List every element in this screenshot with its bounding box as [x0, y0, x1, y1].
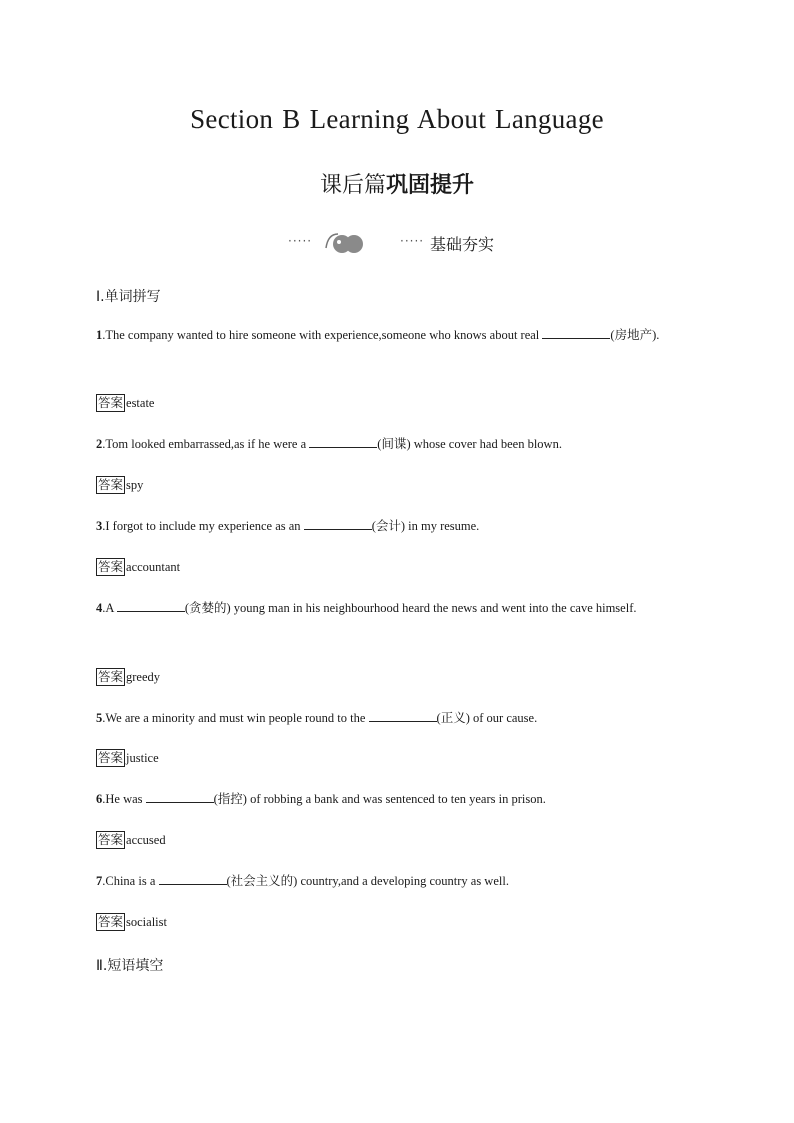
answer-line: [96, 476, 143, 494]
page-title: Section B Learning About Language: [190, 104, 604, 134]
question-text: .He was: [102, 792, 146, 806]
answer-line: [96, 831, 166, 849]
answer-tag: 答案: [98, 395, 124, 410]
page-subtitle: [0, 168, 794, 199]
answer-line: [96, 913, 167, 931]
answer-line: [96, 558, 180, 576]
question-item: [96, 513, 696, 540]
answer-tag: 答案: [98, 832, 124, 847]
subtitle-bold: 巩固提升: [386, 173, 475, 198]
answer-text: socialist: [126, 915, 167, 929]
banner-dots-left: ·····: [288, 234, 313, 248]
answer-blank: [117, 599, 185, 612]
answer-tag: 答案: [98, 477, 124, 492]
question-item: [96, 595, 696, 622]
section-heading-phrases: Ⅱ.短语填空: [96, 958, 164, 974]
answer-text: estate: [126, 396, 155, 410]
answer-line: [96, 394, 154, 412]
answer-tag: 答案: [98, 669, 124, 684]
answer-blank: [159, 872, 227, 885]
question-number: 1: [96, 328, 103, 342]
answer-tag: 答案: [98, 914, 124, 929]
question-item: [96, 868, 696, 895]
question-text: .China is a: [102, 874, 159, 888]
question-number: 6: [96, 792, 103, 806]
question-hint: (会计) in my resume.: [371, 519, 480, 533]
section-banner: [0, 228, 794, 258]
question-number: 5: [96, 711, 103, 725]
question-text: .The company wanted to hire someone with experience,someone who knows about real: [102, 328, 543, 342]
section-heading-spelling: Ⅰ.单词拼写: [96, 289, 161, 305]
question-text: .We are a minority and must win people round to the: [102, 711, 369, 725]
answer-text: justice: [126, 751, 159, 765]
question-hint: (贪婪的) young man in his neighbourhood heard the news and went into the cave himself.: [184, 601, 637, 615]
answer-blank: [309, 435, 377, 448]
answer-text: accountant: [126, 560, 181, 574]
question-hint: (房地产).: [610, 328, 660, 342]
answer-line: [96, 749, 159, 767]
answer-text: greedy: [126, 670, 161, 684]
question-text: .Tom looked embarrassed,as if he were a: [102, 437, 310, 451]
answer-blank: [542, 326, 610, 339]
answer-tag: 答案: [98, 750, 124, 765]
question-text: .I forgot to include my experience as an: [102, 519, 304, 533]
answer-line: [96, 668, 160, 686]
question-number: 2: [96, 437, 103, 451]
question-hint: (间谍) whose cover had been blown.: [377, 437, 562, 451]
subtitle-light: 课后篇: [319, 173, 386, 198]
answer-blank: [146, 790, 214, 803]
question-item: [96, 786, 696, 813]
answer-text: spy: [126, 478, 144, 492]
banner-dots-right: ·····: [400, 234, 425, 248]
answer-tag: 答案: [98, 559, 124, 574]
answer-blank: [304, 517, 372, 530]
question-item: [96, 705, 696, 732]
question-hint: (社会主义的) country,and a developing country as well.: [226, 874, 509, 888]
question-number: 7: [96, 874, 103, 888]
question-number: 3: [96, 519, 103, 533]
question-text: .A: [102, 601, 117, 615]
banner-badge-icon: [322, 230, 368, 254]
question-item: [96, 322, 696, 349]
answer-text: accused: [126, 833, 166, 847]
question-number: 4: [96, 601, 103, 615]
answer-blank: [369, 709, 437, 722]
question-hint: (正义) of our cause.: [436, 711, 538, 725]
question-item: [96, 431, 696, 458]
question-hint: (指控) of robbing a bank and was sentenced to ten years in prison.: [213, 792, 546, 806]
banner-label: 基础夯实: [430, 235, 495, 254]
